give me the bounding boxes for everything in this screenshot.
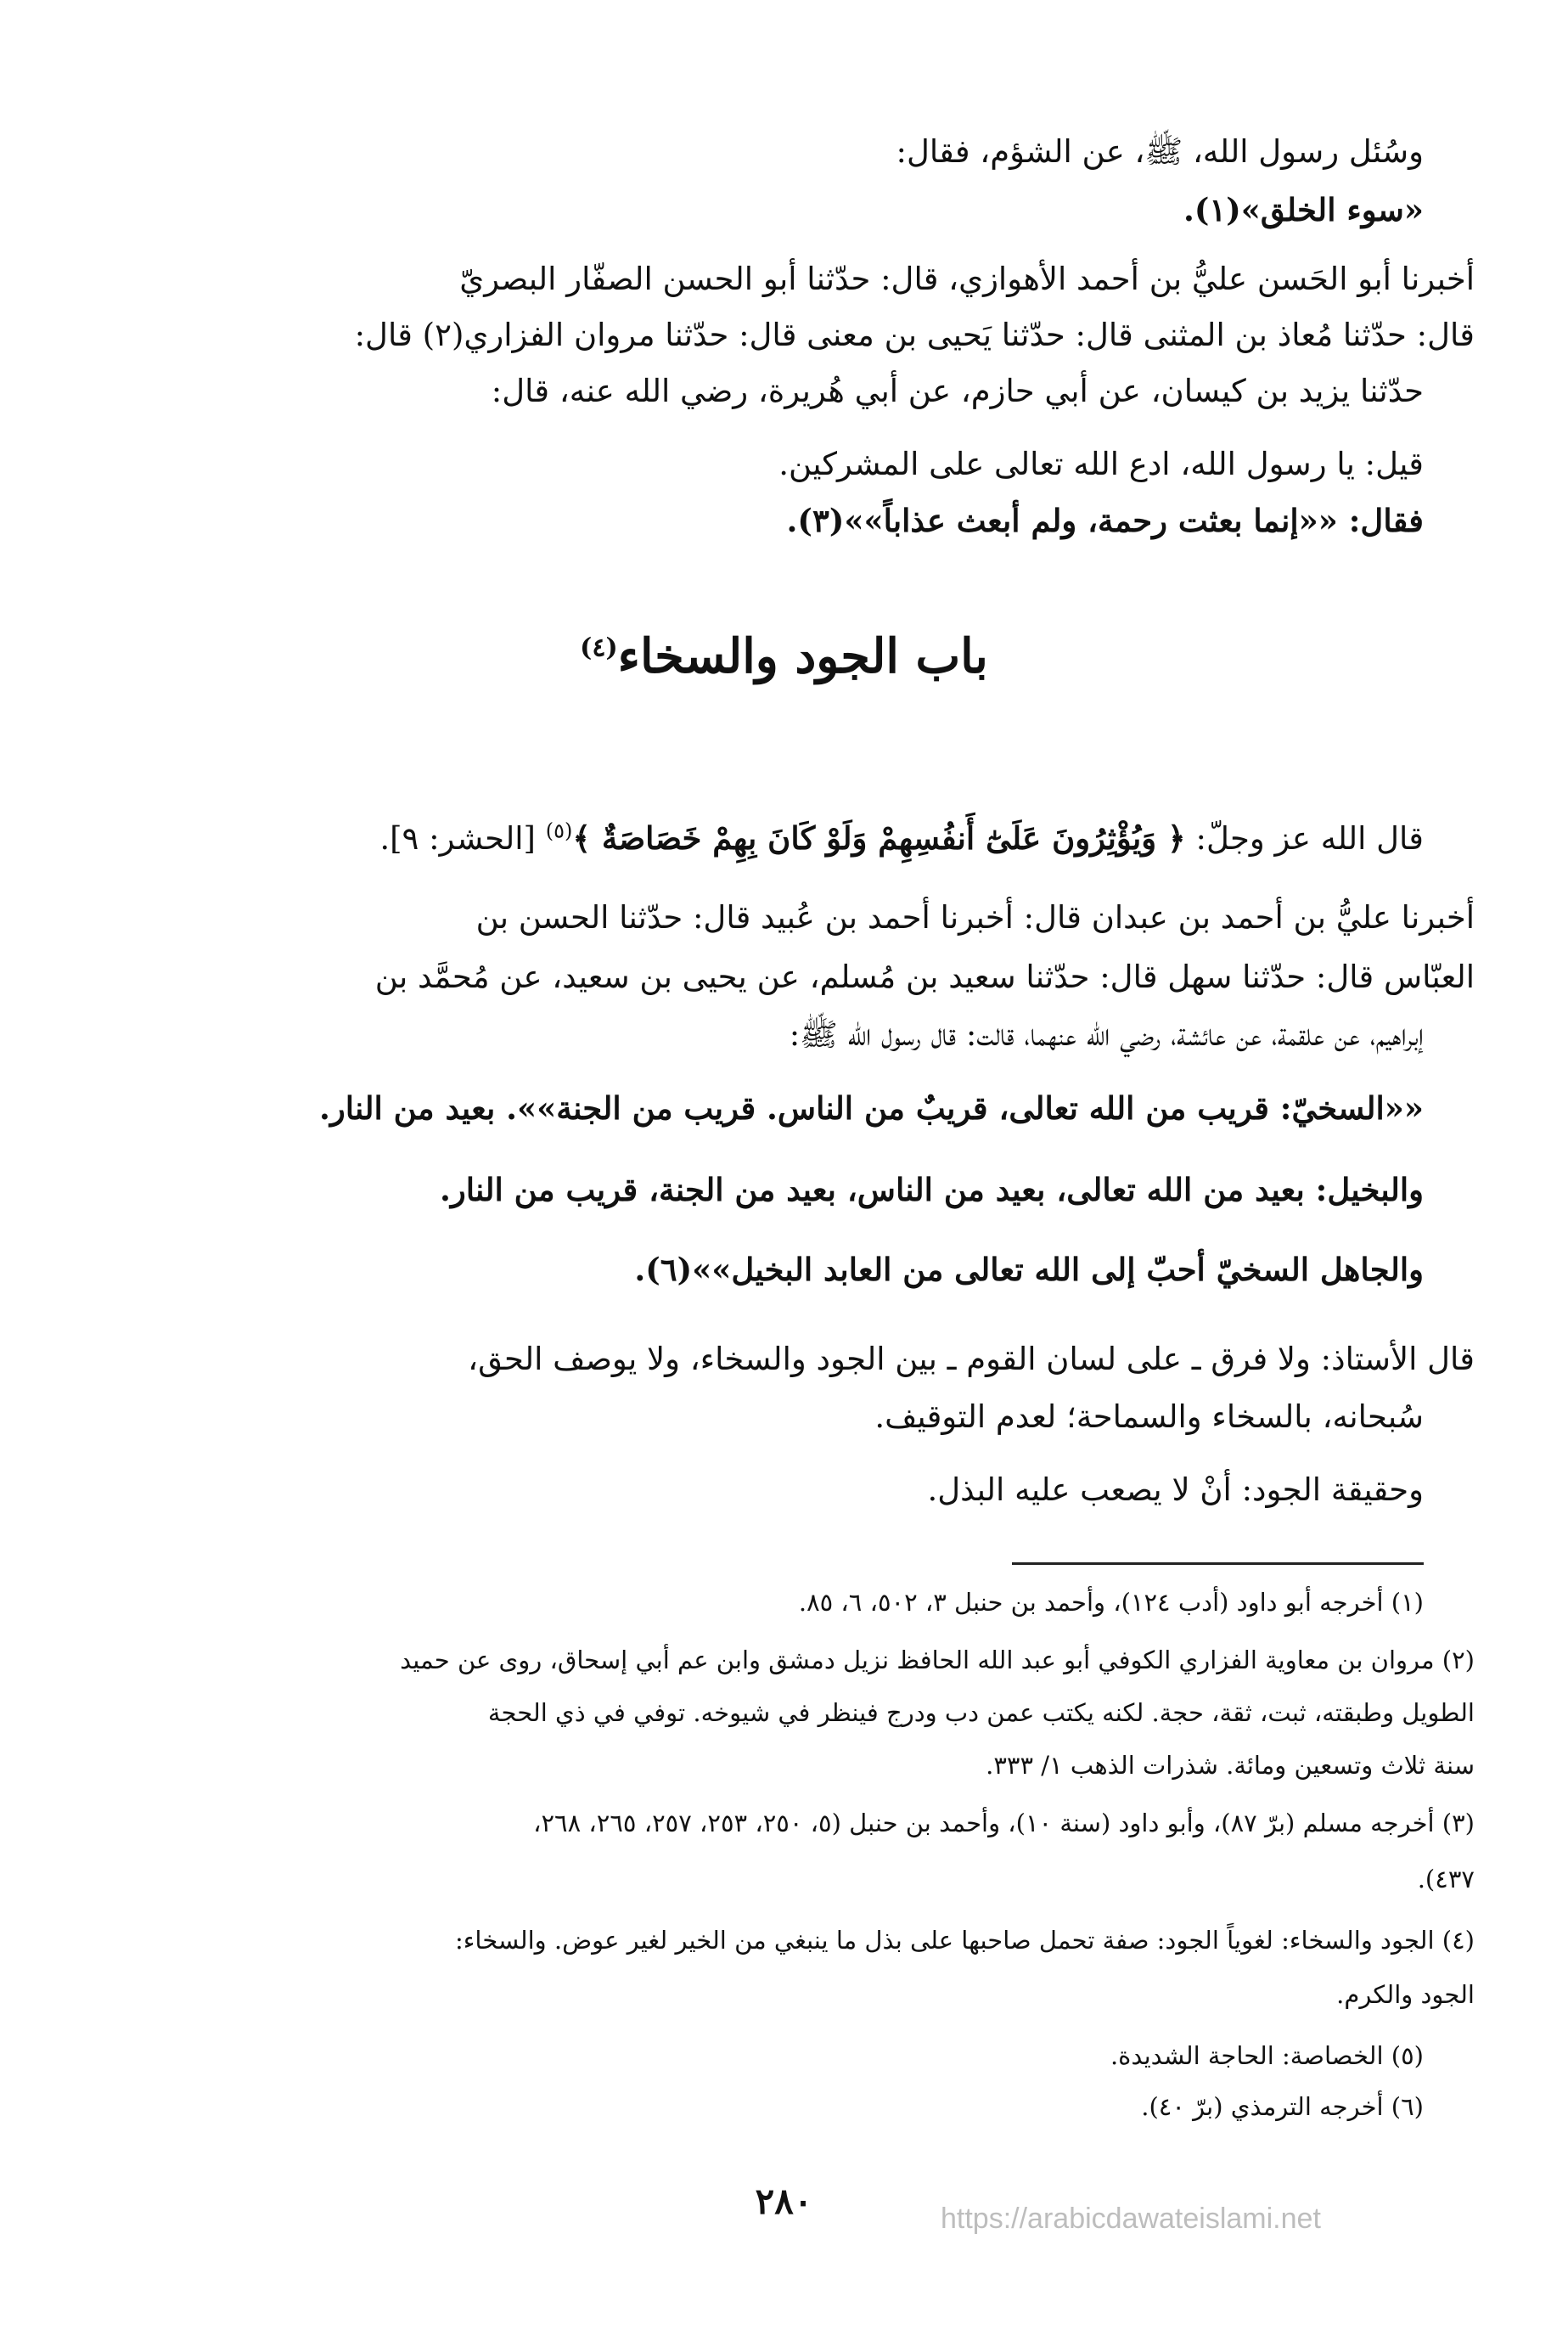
footnote-continuation: ٤٣٧). <box>1417 1865 1475 1893</box>
hadith-text: والجاهل السخيّ أحبّ إلى الله تعالى من العابد البخيل»»(٦). <box>634 1251 1424 1288</box>
body-line: قال: حدّثنا مُعاذ بن المثنى قال: حدّثنا يَحيى بن معنى قال: حدّثنا مروان الفزاري(٢) قال: <box>354 317 1475 353</box>
footnote-continuation: سنة ثلاث وتسعين ومائة. شذرات الذهب ١/ ٣٣٣. <box>986 1751 1475 1780</box>
hadith-text: ««السخيّ: قريب من الله تعالى، قريبٌ من الناس. قريب من الجنة»». بعيد من النار. <box>319 1089 1424 1127</box>
verse-line <box>379 813 1424 864</box>
footnote-continuation: الطويل وطبقته، ثبت، ثقة، حجة. لكنه يكتب عمن دب ودرج فينظر في شيوخه. توفي في ذي الحجة <box>487 1698 1475 1727</box>
body-line: أخبرنا عليُّ بن أحمد بن عبدان قال: أخبرنا أحمد بن عُبيد قال: حدّثنا الحسن بن <box>475 899 1475 936</box>
body-line: وسُئل رسول الله، ﷺ، عن الشؤم، فقال: <box>896 133 1424 170</box>
footnote: (٤) الجود والسخاء: لغوياً الجود: صفة تحمل صاحبها على بذل ما ينبغي من الخير لغير عوض. والسخاء: <box>454 1926 1475 1955</box>
body-line: وحقيقة الجود: أنْ لا يصعب عليه البذل. <box>927 1471 1424 1508</box>
quran-verse: ﴿ وَيُؤْثِرُونَ عَلَىٰٓ أَنفُسِهِمْ وَلَوْ كَانَ بِهِمْ خَصَاصَةٌ ﴾ <box>572 819 1186 857</box>
body-line: قيل: يا رسول الله، ادع الله تعالى على المشركين. <box>778 446 1424 482</box>
section-title-footnote-ref: (٤) <box>580 633 618 663</box>
body-line: العبّاس قال: حدّثنا سهل قال: حدّثنا سعيد بن مُسلم، عن يحيى بن سعيد، عن مُحمَّد بن <box>374 959 1475 995</box>
hadith-text: والبخيل: بعيد من الله تعالى، بعيد من الناس، بعيد من الجنة، قريب من النار. <box>440 1171 1424 1208</box>
watermark-url: https://arabicdawateislami.net <box>941 2203 1321 2235</box>
body-line: قال الأستاذ: ولا فرق ـ على لسان القوم ـ بين الجود والسخاء، ولا يوصف الحق، <box>468 1341 1475 1377</box>
footnote: (٥) الخصاصة: الحاجة الشديدة. <box>1110 2041 1424 2070</box>
body-line: أخبرنا أبو الحَسن عليُّ بن أحمد الأهوازي، قال: حدّثنا أبو الحسن الصفّار البصريّ <box>459 261 1475 297</box>
verse-reference: [الحشر: ٩]. <box>379 820 536 857</box>
hadith-text: فقال: ««إنما بعثت رحمة، ولم أبعث عذاباً»»(٣). <box>786 502 1424 539</box>
section-title <box>0 628 1568 684</box>
footnote: (١) أخرجه أبو داود (أدب ١٢٤)، وأحمد بن حنبل ٣، ٥٠٢، ٦، ٨٥. <box>798 1588 1424 1617</box>
body-line: سُبحانه، بالسخاء والسماحة؛ لعدم التوقيف. <box>874 1398 1424 1435</box>
footnote-separator <box>1012 1562 1424 1565</box>
footnote: (٦) أخرجه الترمذي (برّ ٤٠). <box>1141 2092 1424 2121</box>
footnote: (٢) مروان بن معاوية الفزاري الكوفي أبو عبد الله الحافظ نزيل دمشق وابن عم أبي إسحاق، روى عن حميد <box>400 1646 1475 1674</box>
footnote: (٣) أخرجه مسلم (برّ ٨٧)، وأبو داود (سنة ١٠)، وأحمد بن حنبل (٥، ٢٥٠، ٢٥٣، ٢٥٧، ٢٦٥، ٢٦٨، <box>533 1809 1475 1837</box>
body-line: حدّثنا يزيد بن كيسان، عن أبي حازم، عن أبي هُريرة، رضي الله عنه، قال: <box>491 373 1424 409</box>
page-number: ٢٨٠ <box>755 2180 813 2222</box>
verse-footnote-ref: (٥) <box>545 819 573 843</box>
body-line: إبراهيم، عن علقمة، عن عائشة، رضي الله عنهما، قالت: قال رسول الله ﷺ: <box>789 1016 1424 1053</box>
hadith-text: «سوء الخلق»(١). <box>1183 191 1424 228</box>
verse-intro: قال الله عز وجلّ: <box>1195 820 1424 857</box>
footnote-continuation: الجود والكرم. <box>1336 1980 1475 2009</box>
section-title-text: باب الجود والسخاء <box>617 628 988 684</box>
